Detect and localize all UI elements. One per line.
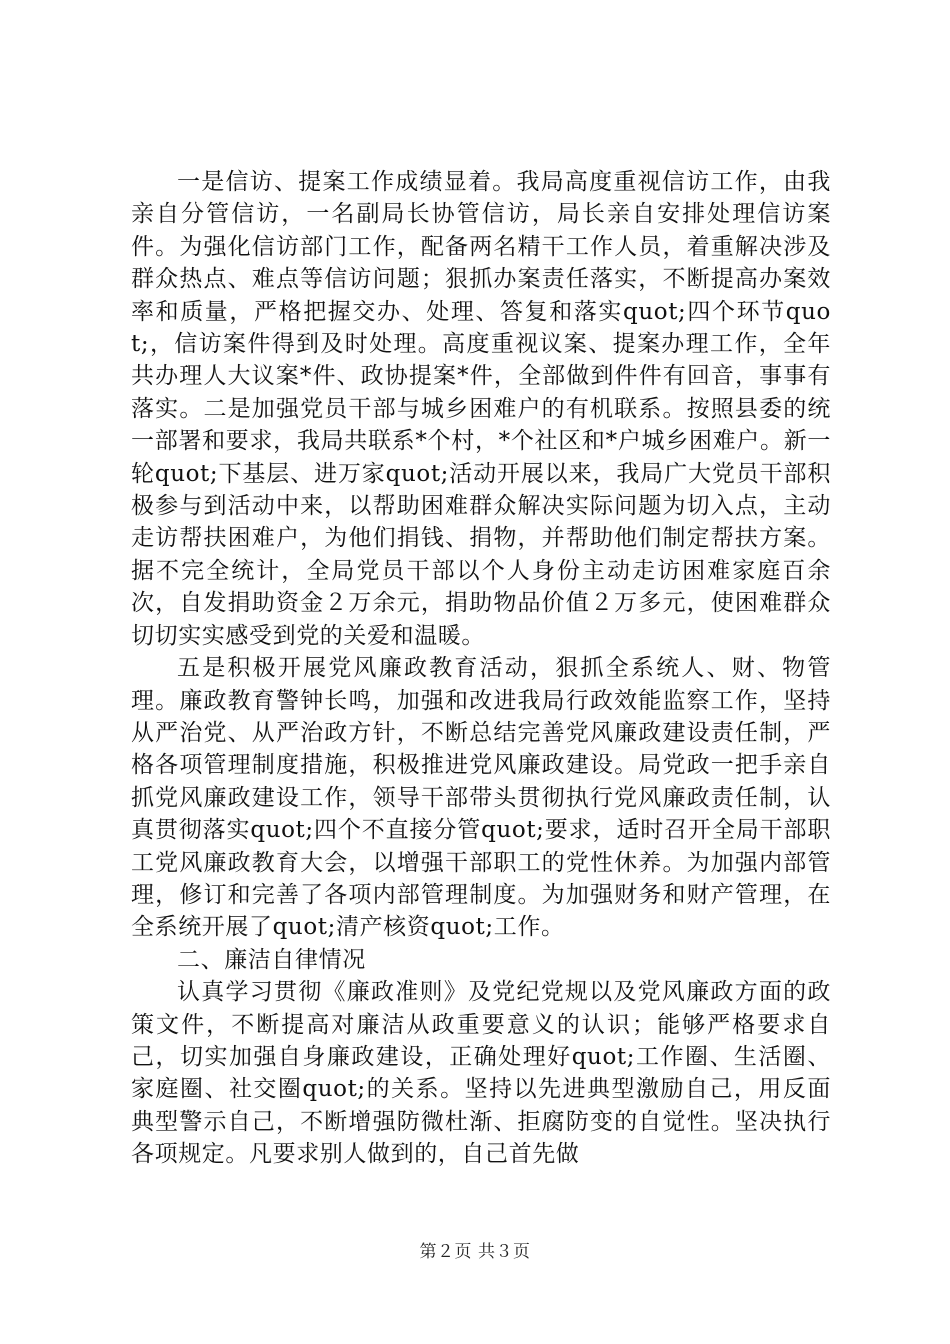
document-body xyxy=(131,166,831,1171)
paragraph-integrity-education: 五是积极开展党风廉政教育活动，狠抓全系统人、财、物管理。廉政教育警钟长鸣，加强和改进我局行政效能监察工作，坚持从严治党、从严治政方针，不断总结完善党风廉政建设责任制，严格各项管理制度措施，积极推进党风廉政建设。局党政一把手亲自抓党风廉政建设工作，领导干部带头贯彻执行党风廉政责任制，认真贯彻落实quot;四个不直接分管quot;要求，适时召开全局干部职工党风廉政教育大会，以增强干部职工的党性休养。为加强内部管理，修订和完善了各项内部管理制度。为加强财务和财产管理，在全系统开展了quot;清产核资quot;工作。 xyxy=(131,655,831,941)
page-number-footer: 第２页 共３页 xyxy=(419,1242,531,1262)
section-heading: 二、廉洁自律情况 xyxy=(177,946,366,973)
paragraph-petition-work: 一是信访、提案工作成绩显着。我局高度重视信访工作，由我亲自分管信访，一名副局长协管信访，局长亲自安排处理信访案件。为强化信访部门工作，配备两名精干工作人员，着重解决涉及群众热点、难点等信访问题；狠抓办案责任落实，不断提高办案效率和质量，严格把握交办、处理、答复和落实quot;四个环节quot;，信访案件得到及时处理。高度重视议案、提案办理工作，全年共办理人大议案*件、政协提案*件，全部做到件件有回音，事事有落实。二是加强党员干部与城乡困难户的有机联系。按照县委的统一部署和要求，我局共联系*个村，*个社区和*户城乡困难户。新一轮quot;下基层、进万家quot;活动开展以来，我局广大党员干部积极参与到活动中来，以帮助困难群众解决实际问题为切入点，主动走访帮扶困难户，为他们捐钱、捐物，并帮助他们制定帮扶方案。据不完全统计，全局党员干部以个人身份主动走访困难家庭百余次，自发捐助资金２万余元，捐助物品价值２万多元，使困难群众切切实实感受到党的关爱和温暖。 xyxy=(131,169,831,649)
paragraph-self-discipline: 认真学习贯彻《廉政准则》及党纪党规以及党风廉政方面的政策文件，不断提高对廉洁从政重要意义的认识；能够严格要求自己，切实加强自身廉政建设，正确处理好quot;工作圈、生活圈、家庭圈、社交圈quot;的关系。坚持以先进典型激励自己，用反面典型警示自己，不断增强防微杜渐、拒腐防变的自觉性。坚决执行各项规定。凡要求别人做到的，自己首先做 xyxy=(131,979,831,1168)
